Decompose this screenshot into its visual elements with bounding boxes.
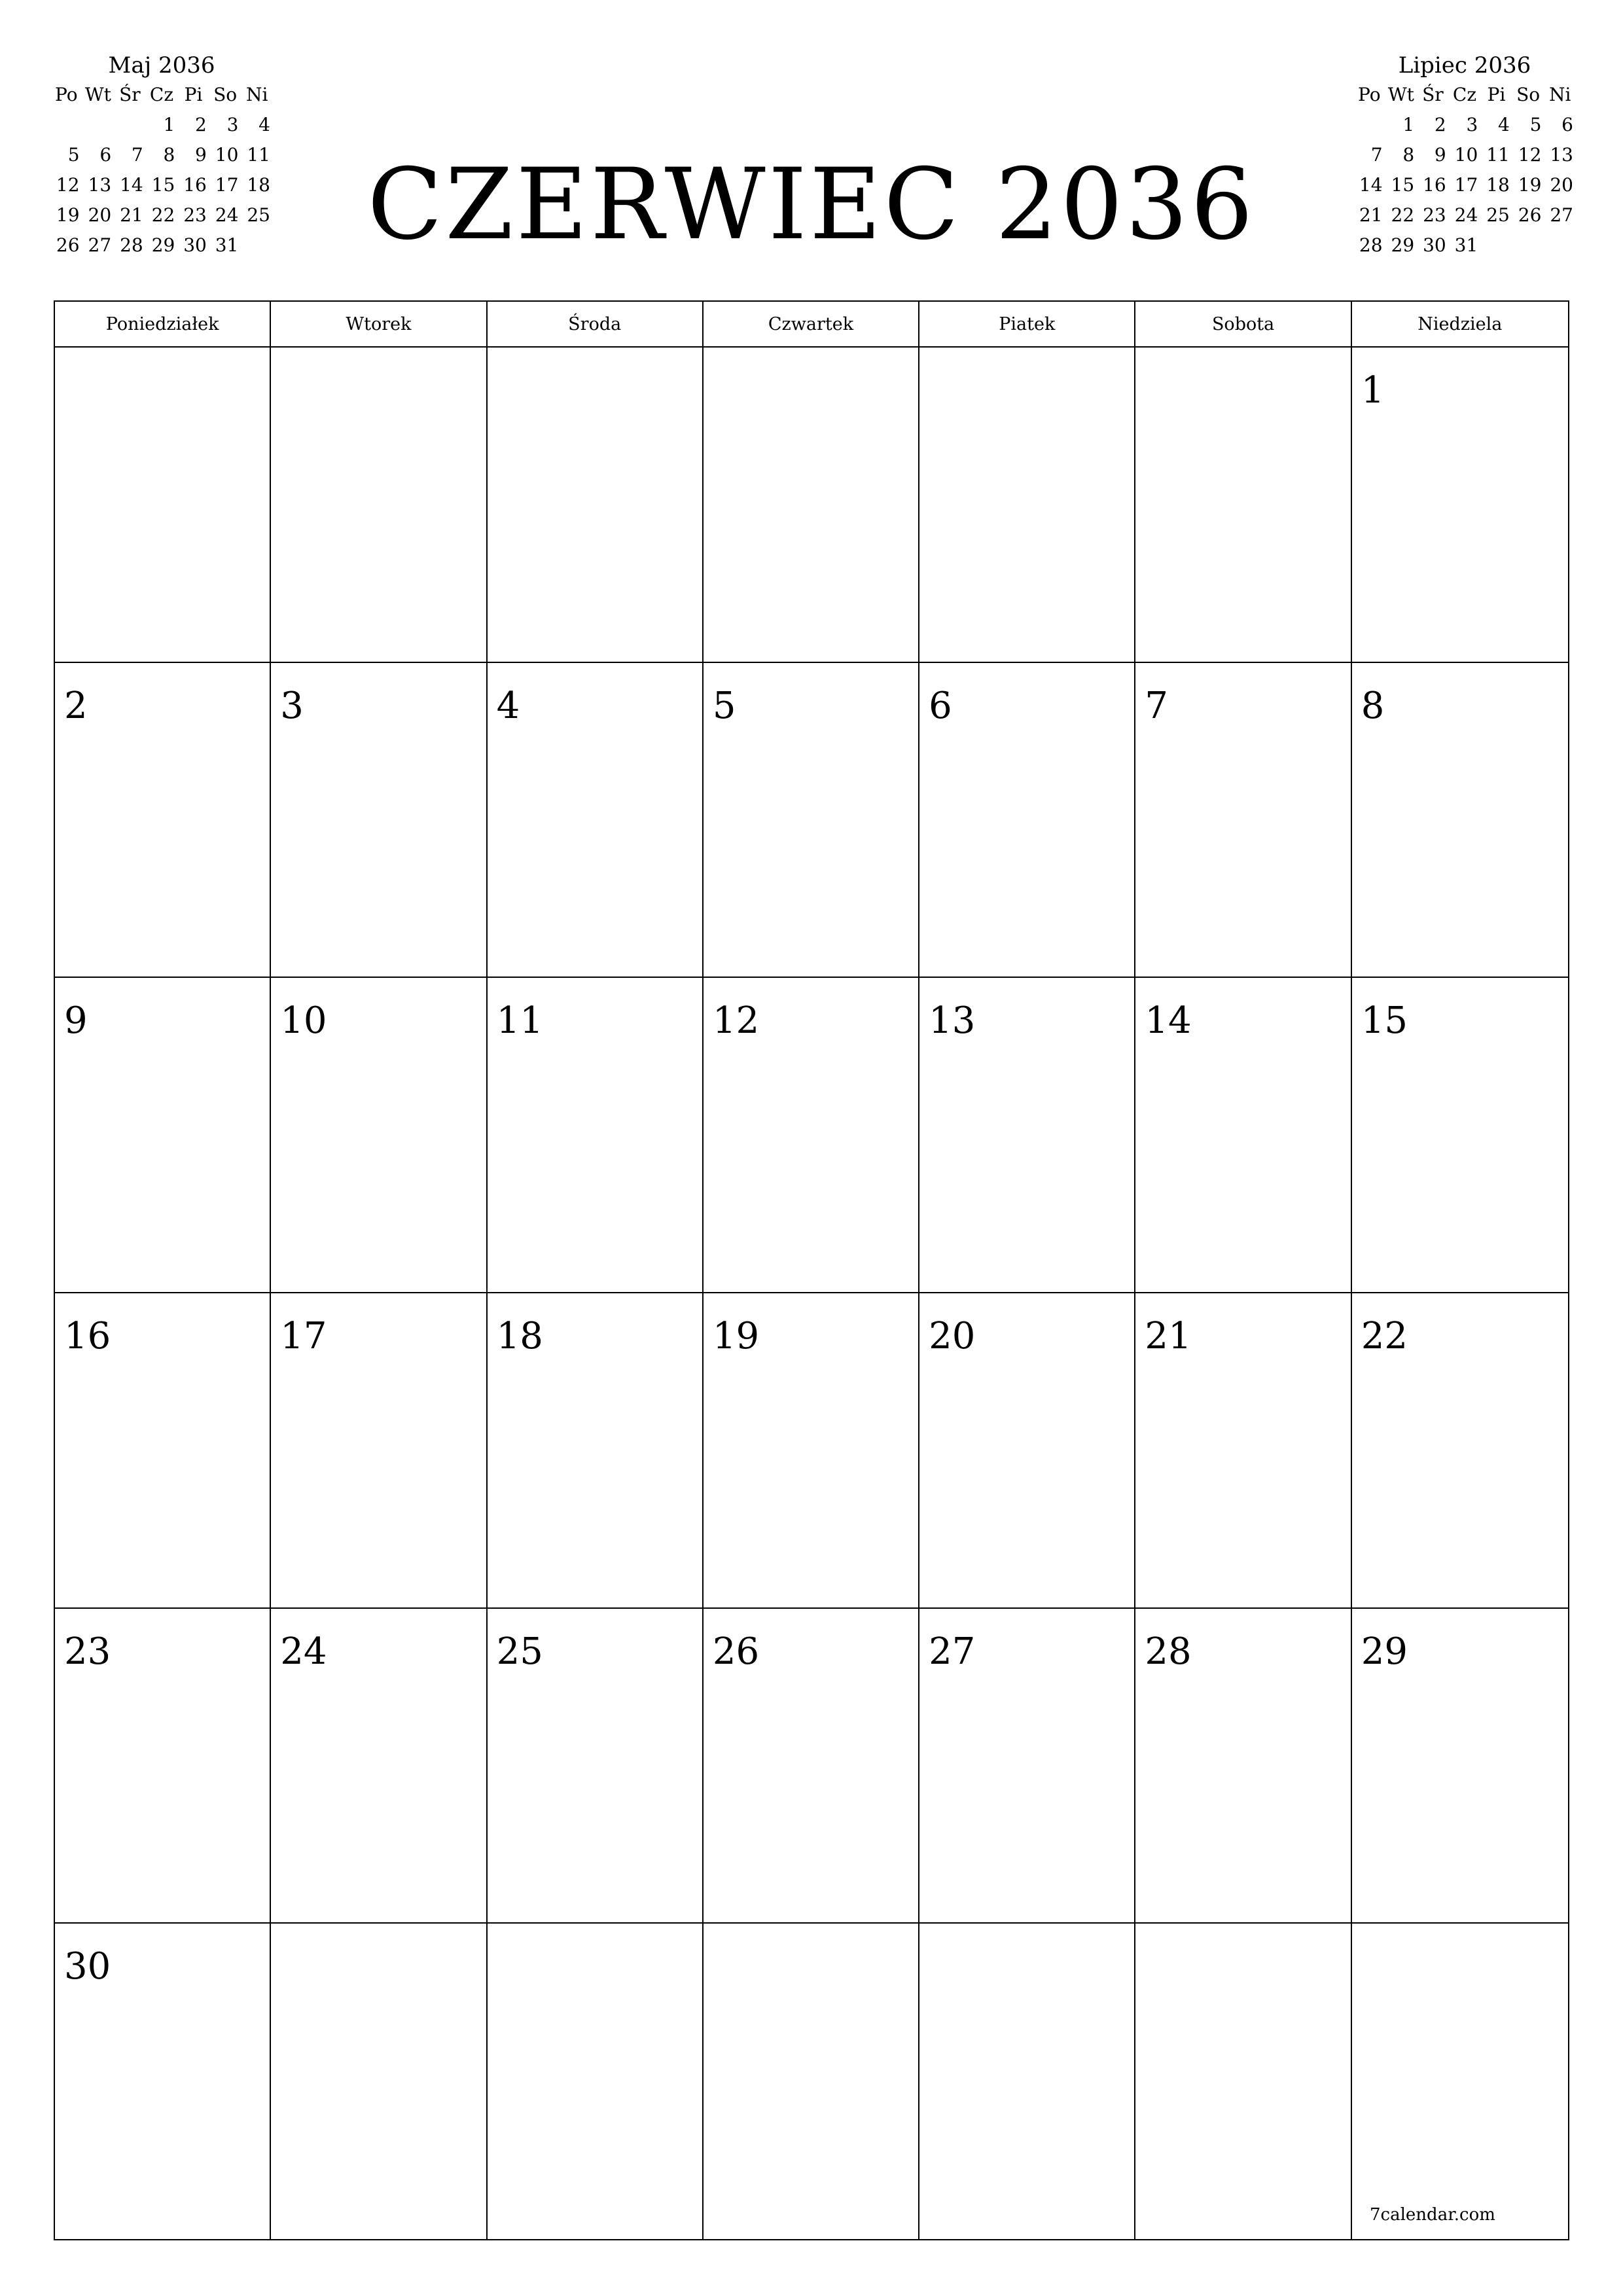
mini-day: 2: [195, 114, 207, 135]
day-cell: [919, 1293, 1135, 1609]
day-number: 25: [496, 1630, 543, 1673]
mini-weekday-header: So: [213, 84, 238, 105]
mini-day: 7: [1370, 144, 1383, 166]
mini-day: [1544, 230, 1576, 260]
mini-day: 3: [226, 114, 239, 135]
mini-day: 29: [1391, 234, 1415, 256]
day-cell: [704, 978, 919, 1293]
mini-day: 30: [1423, 234, 1446, 256]
mini-day: 8: [1402, 144, 1415, 166]
day-number: 7: [1145, 684, 1169, 727]
mini-weekday-header: Pi: [1487, 84, 1506, 105]
day-number: 30: [64, 1945, 111, 1988]
mini-day: 12: [1518, 144, 1542, 166]
mini-weekday-header: Cz: [1452, 84, 1477, 105]
mini-weekday-header: So: [1516, 84, 1541, 105]
day-number: 6: [929, 684, 952, 727]
day-cell: [704, 1293, 919, 1609]
mini-day: 4: [1498, 114, 1510, 135]
mini-weekday-header: Po: [1358, 84, 1381, 105]
day-cell: [919, 1609, 1135, 1924]
day-number: 17: [280, 1314, 327, 1357]
day-number: 15: [1361, 999, 1408, 1043]
mini-day: 31: [215, 234, 239, 256]
mini-day: 2: [1434, 114, 1446, 135]
mini-day: 9: [195, 144, 207, 166]
mini-day: 5: [1529, 114, 1542, 135]
day-cell: [55, 1924, 271, 2239]
mini-day: 1: [1402, 114, 1415, 135]
day-cell: [488, 978, 704, 1293]
mini-day: 15: [1391, 174, 1415, 196]
mini-day: 25: [247, 204, 270, 226]
mini-day: [1512, 230, 1544, 260]
mini-day: 8: [163, 144, 175, 166]
day-cell: [55, 1293, 271, 1609]
mini-day: 14: [1359, 174, 1383, 196]
day-cell: [271, 1924, 487, 2239]
mini-day: 26: [56, 234, 80, 256]
weekday-header: Środa: [488, 302, 704, 348]
weekday-header: Piatek: [919, 302, 1135, 348]
day-cell: [1135, 348, 1351, 663]
weekday-header: Sobota: [1135, 302, 1351, 348]
day-number: 18: [496, 1314, 543, 1357]
day-number: 13: [929, 999, 976, 1043]
day-cell: [1135, 1924, 1351, 2239]
day-number: 11: [496, 999, 543, 1043]
month-grid: [54, 300, 1569, 2240]
mini-day: [82, 110, 115, 140]
mini-calendar-next-grid: [1353, 80, 1576, 260]
weekday-header: Czwartek: [704, 302, 919, 348]
day-number: 26: [712, 1630, 760, 1673]
mini-day: 11: [1486, 144, 1510, 166]
day-number: 12: [712, 999, 760, 1043]
mini-day: [114, 110, 146, 140]
mini-day: 4: [259, 114, 270, 135]
weekday-header: Niedziela: [1352, 302, 1568, 348]
day-cell: [1352, 348, 1568, 663]
day-cell: [1135, 978, 1351, 1293]
mini-day: 15: [151, 174, 175, 196]
day-cell: [271, 978, 487, 1293]
mini-calendar-next: [1353, 51, 1576, 260]
day-cell: [704, 1609, 919, 1924]
day-cell: [704, 1924, 919, 2239]
day-number: 28: [1145, 1630, 1192, 1673]
day-number: 8: [1361, 684, 1385, 727]
day-cell: [1352, 663, 1568, 978]
mini-day: 23: [1423, 204, 1446, 226]
day-number: 29: [1361, 1630, 1408, 1673]
mini-day: 19: [1518, 174, 1542, 196]
mini-day: 18: [1486, 174, 1510, 196]
mini-day: 13: [1550, 144, 1573, 166]
day-number: 2: [64, 684, 88, 727]
day-number: 22: [1361, 1314, 1408, 1357]
mini-day: 21: [120, 204, 143, 226]
mini-day: 25: [1486, 204, 1510, 226]
footer-site-name: 7calendar.com: [1370, 2205, 1495, 2225]
mini-day: 24: [1454, 204, 1478, 226]
mini-day: 27: [88, 234, 112, 256]
day-number: 4: [496, 684, 520, 727]
mini-day: 17: [1454, 174, 1478, 196]
mini-day: 14: [120, 174, 143, 196]
mini-day: 29: [151, 234, 175, 256]
day-cell: [919, 978, 1135, 1293]
day-cell: [919, 348, 1135, 663]
mini-day: 11: [247, 144, 270, 166]
mini-day: 26: [1518, 204, 1542, 226]
day-number: 3: [280, 684, 304, 727]
mini-weekday-header: Wt: [84, 84, 111, 105]
day-number: 5: [712, 684, 736, 727]
mini-day: 16: [1423, 174, 1446, 196]
day-number: 21: [1145, 1314, 1192, 1357]
mini-weekday-header: Cz: [149, 84, 174, 105]
page-title: CZERWIEC 2036: [367, 148, 1256, 262]
mini-day: [50, 110, 82, 140]
day-number: 16: [64, 1314, 111, 1357]
day-cell: [488, 663, 704, 978]
day-cell: [271, 1293, 487, 1609]
day-cell: [271, 1609, 487, 1924]
mini-day: 20: [88, 204, 112, 226]
day-cell: [1135, 663, 1351, 978]
day-cell: [488, 1609, 704, 1924]
day-cell: [919, 1924, 1135, 2239]
day-number: 24: [280, 1630, 327, 1673]
mini-day: 22: [151, 204, 175, 226]
day-cell: [1352, 1924, 1568, 2239]
day-cell: [55, 1609, 271, 1924]
mini-day: 12: [56, 174, 80, 196]
day-cell: [271, 348, 487, 663]
mini-day: 30: [183, 234, 207, 256]
day-cell: [488, 348, 704, 663]
mini-weekday-header: Po: [55, 84, 78, 105]
day-cell: [55, 348, 271, 663]
day-cell: [271, 663, 487, 978]
mini-day: 28: [120, 234, 143, 256]
day-cell: [1352, 1609, 1568, 1924]
mini-day: 10: [215, 144, 239, 166]
day-number: 23: [64, 1630, 111, 1673]
day-cell: [704, 348, 919, 663]
mini-day: 9: [1434, 144, 1446, 166]
mini-day: 21: [1359, 204, 1383, 226]
day-cell: [1352, 978, 1568, 1293]
mini-day: 13: [88, 174, 112, 196]
day-cell: [1135, 1609, 1351, 1924]
mini-weekday-header: Śr: [119, 84, 141, 105]
day-cell: [55, 663, 271, 978]
day-cell: [488, 1924, 704, 2239]
mini-day: 23: [183, 204, 207, 226]
day-cell: [488, 1293, 704, 1609]
mini-day: 17: [215, 174, 239, 196]
weekday-header: Wtorek: [271, 302, 487, 348]
mini-calendar-next-title: Lipiec 2036: [1398, 52, 1531, 79]
mini-day: 10: [1454, 144, 1478, 166]
day-number: 20: [929, 1314, 976, 1357]
day-number: 27: [929, 1630, 976, 1673]
day-cell: [919, 663, 1135, 978]
mini-day: 18: [247, 174, 270, 196]
mini-weekday-header: Ni: [245, 84, 268, 105]
mini-day: 1: [163, 114, 175, 135]
mini-day: 20: [1550, 174, 1573, 196]
mini-day: 3: [1466, 114, 1478, 135]
mini-day: 27: [1550, 204, 1573, 226]
mini-day: 16: [183, 174, 207, 196]
mini-weekday-header: Ni: [1548, 84, 1571, 105]
mini-day: 24: [215, 204, 239, 226]
mini-weekday-header: Wt: [1387, 84, 1414, 105]
mini-weekday-header: Śr: [1422, 84, 1444, 105]
day-number: 19: [712, 1314, 760, 1357]
mini-day: 6: [1561, 114, 1573, 135]
mini-day: 7: [131, 144, 143, 166]
day-cell: [1135, 1293, 1351, 1609]
day-number: 9: [64, 999, 88, 1043]
day-number: 14: [1145, 999, 1192, 1043]
mini-day: [1353, 110, 1385, 140]
mini-day: 19: [56, 204, 80, 226]
mini-day: 28: [1359, 234, 1383, 256]
mini-day: 6: [99, 144, 112, 166]
mini-weekday-header: Pi: [184, 84, 203, 105]
day-cell: [1352, 1293, 1568, 1609]
day-cell: [55, 978, 271, 1293]
mini-calendar-prev-title: Maj 2036: [108, 52, 215, 79]
weekday-header: Poniedziałek: [55, 302, 271, 348]
day-number: 1: [1361, 369, 1385, 412]
mini-day: [1480, 230, 1512, 260]
mini-day: 31: [1454, 234, 1478, 256]
mini-day: 5: [67, 144, 80, 166]
day-number: 10: [280, 999, 327, 1043]
day-cell: [704, 663, 919, 978]
mini-day: 22: [1391, 204, 1415, 226]
